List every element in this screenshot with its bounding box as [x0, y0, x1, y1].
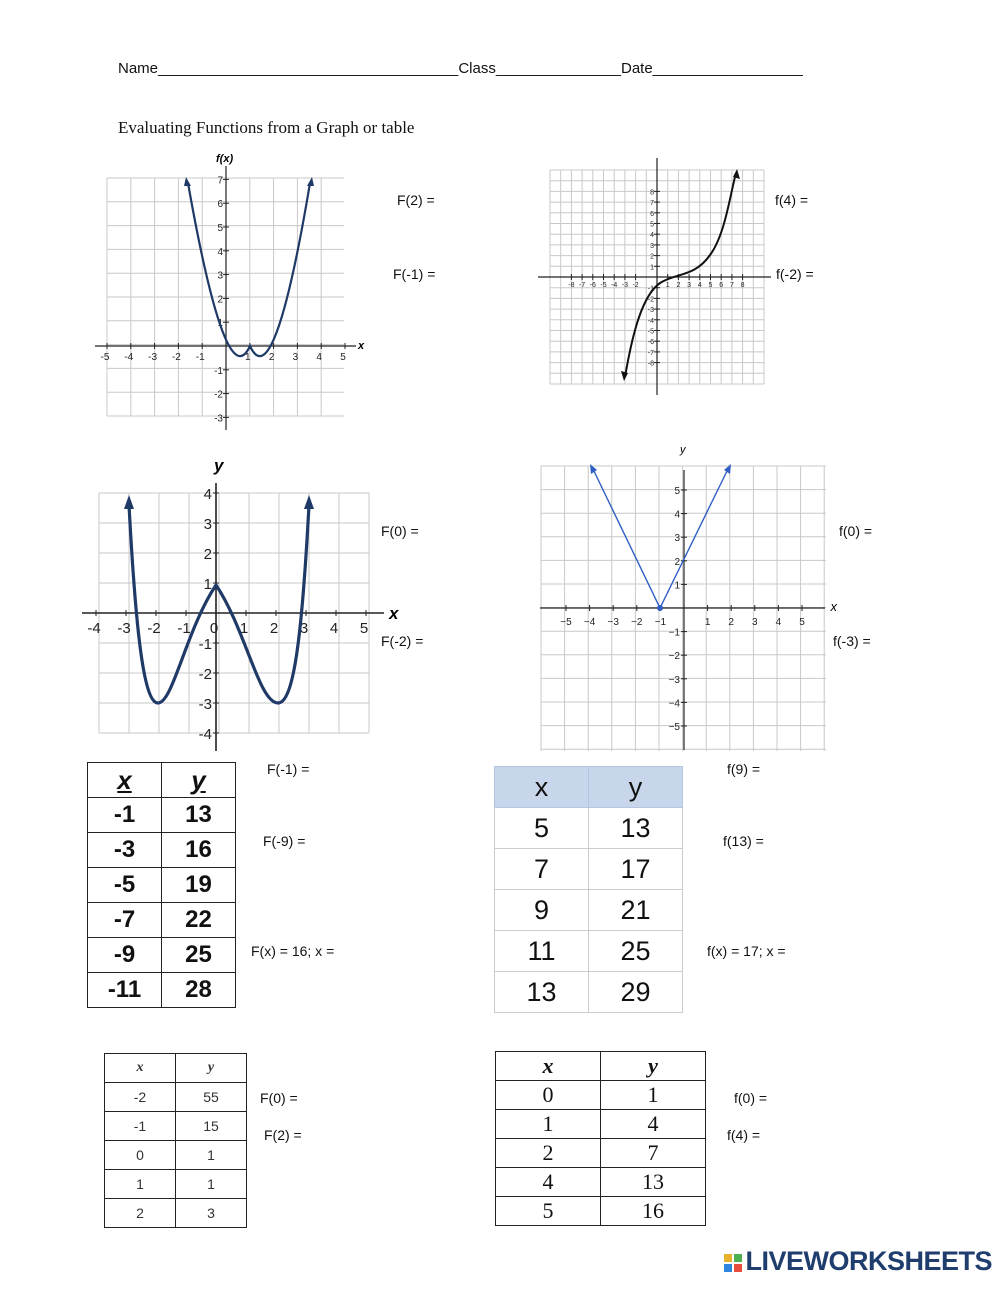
table-cell: 7 [495, 849, 589, 890]
graph2-y-tick-label: 4 [650, 232, 654, 240]
graph3-x-tick-label: 0 [209, 620, 219, 637]
graph1-y-tick-label: 7 [217, 175, 223, 187]
table-row [88, 833, 236, 868]
table-cell: 16 [601, 1197, 706, 1226]
table-cell: -3 [88, 833, 162, 868]
table-cell: -1 [105, 1112, 176, 1141]
table-cell: 13 [589, 808, 683, 849]
graph2-x-tick-label: 3 [687, 282, 692, 289]
graph2-x-tick-label: 5 [708, 282, 713, 289]
graph2-question-2[interactable]: f(-2) = [776, 266, 814, 282]
graph2-y-tick-label: 7 [650, 200, 654, 208]
table2-question-3[interactable]: f(x) = 17; x = [707, 943, 786, 959]
graph2-x-tick-label: -3 [621, 282, 629, 289]
graph4-y-tick-label: 5 [674, 486, 680, 497]
graph2-y-tick-label: -3 [647, 307, 654, 315]
graph4-x-tick-label: 3 [752, 617, 758, 628]
graph1-question-1[interactable]: F(2) = [397, 192, 435, 208]
table-row [105, 1199, 247, 1228]
graph4-vertex [657, 605, 663, 611]
table2 [494, 766, 683, 1013]
graph1-y-tick-label: 4 [217, 246, 223, 258]
graph1-y-tick-label: -2 [214, 389, 223, 401]
table-row [495, 890, 683, 931]
graph2-y-tick-label: -1 [647, 285, 654, 293]
table2-header-y: y [589, 767, 683, 808]
table-cell: 0 [105, 1141, 176, 1170]
table-cell: -9 [88, 938, 162, 973]
graph2-x-tick-label: -8 [568, 282, 575, 289]
graph1-x-tick-label: -5 [100, 352, 110, 363]
graph1-y-tick-label: 6 [217, 199, 223, 211]
table4 [495, 1051, 706, 1226]
table4-header-x: x [496, 1052, 601, 1081]
graph3-y-tick-label: 4 [203, 486, 212, 503]
graph2-arrow-bottom [621, 371, 628, 381]
graph1-parabola [90, 150, 370, 435]
graph3-x-tick-label: 5 [359, 620, 369, 637]
graph3-y-tick-label: -3 [198, 696, 212, 713]
logo-text: LIVEWORKSHEETS [745, 1246, 992, 1276]
table-row [105, 1141, 247, 1170]
table-cell: 7 [601, 1139, 706, 1168]
worksheet-title: Evaluating Functions from a Graph or table [118, 118, 415, 137]
graph2-x-tick-label: 2 [676, 282, 681, 289]
graph3-question-1[interactable]: F(0) = [381, 523, 419, 539]
graph3-y-tick-label: -1 [198, 636, 212, 653]
graph1-x-tick-label: 3 [292, 352, 299, 363]
table-cell: 29 [589, 972, 683, 1013]
table-cell: 55 [176, 1083, 247, 1112]
graph2-x-tick-label: -5 [600, 282, 607, 289]
graph2-x-tick-label: -4 [611, 282, 618, 289]
graph2-y-tick-label: 8 [650, 189, 654, 197]
graph2-x-tick-label: -2 [632, 282, 639, 289]
graph3-arrow-left [124, 495, 134, 509]
graph2-x-tick-label: -7 [578, 282, 586, 289]
graph3-y-label: y [214, 456, 224, 475]
table-cell: 17 [589, 849, 683, 890]
table1 [87, 762, 236, 1008]
table-cell: 19 [162, 868, 236, 903]
graph3-x-tick-label: 2 [269, 620, 279, 637]
graph2-y-tick-label: 2 [650, 253, 654, 261]
table2-question-1[interactable]: f(9) = [727, 761, 761, 777]
table4-question-1[interactable]: f(0) = [734, 1090, 768, 1106]
graph3-x-tick-label: -4 [87, 620, 101, 637]
graph4-y-tick-label: −4 [668, 698, 680, 710]
table-cell: 13 [601, 1168, 706, 1197]
table-row [88, 973, 236, 1008]
graph4-y-tick-label: 4 [674, 509, 680, 521]
graph1-x-tick-label: 4 [316, 352, 322, 363]
graph2-y-tick-label: -5 [647, 328, 654, 336]
table-cell: 25 [589, 931, 683, 972]
table-cell: 4 [496, 1168, 601, 1197]
graph2-x-tick-label: 1 [665, 282, 670, 289]
table1-question-1[interactable]: F(-1) = [267, 761, 310, 777]
table3-question-2[interactable]: F(2) = [264, 1127, 302, 1143]
name-field[interactable]: Name____________________________________ [118, 60, 459, 77]
table-row [495, 972, 683, 1013]
table-cell: 1 [105, 1170, 176, 1199]
graph4-x-tick-label: 5 [799, 617, 805, 628]
class-field[interactable]: Class_______________ [458, 60, 621, 77]
graph1-y-label: f(x) [216, 153, 234, 165]
table-cell: 2 [496, 1139, 601, 1168]
graph2-x-tick-label: 7 [729, 282, 734, 289]
graph3-y-tick-label: -2 [198, 666, 212, 683]
graph2-cubic [535, 155, 775, 400]
table-cell: -7 [88, 903, 162, 938]
graph1-x-tick-label: -4 [124, 352, 134, 363]
graph3-arrow-right [304, 495, 314, 509]
graph4-y-tick-label: 1 [674, 580, 680, 592]
table-cell: 5 [495, 808, 589, 849]
table-cell: -2 [105, 1083, 176, 1112]
graph3-x-tick-label: 3 [299, 620, 309, 637]
table-cell: -5 [88, 868, 162, 903]
graph4-x-tick-label: −3 [607, 617, 619, 628]
table-cell: 25 [162, 938, 236, 973]
table-cell: 1 [176, 1170, 247, 1199]
table-row [496, 1197, 706, 1226]
graph4-y-tick-label: −2 [668, 651, 680, 663]
graph2-x-tick-label: 4 [697, 282, 702, 289]
graph4-x-tick-label: −1 [654, 617, 667, 628]
graph3-quartic [78, 455, 398, 755]
graph4-y-tick-label: −3 [668, 674, 680, 686]
table-cell: 21 [589, 890, 683, 931]
table-cell: -1 [88, 798, 162, 833]
graph4-x-label: x [830, 599, 837, 614]
date-field[interactable]: Date__________________ [621, 60, 803, 77]
table3 [104, 1053, 247, 1228]
table-cell: 13 [162, 798, 236, 833]
graph4-line [592, 467, 729, 608]
table-cell: 0 [496, 1081, 601, 1110]
graph1-y-tick-label: 5 [217, 223, 223, 234]
graph1-x-tick-label: -2 [171, 352, 181, 363]
table-row [88, 903, 236, 938]
table-cell: 28 [162, 973, 236, 1008]
graph1-x-tick-label: -1 [195, 352, 205, 363]
table-row [496, 1081, 706, 1110]
table-row [105, 1170, 247, 1199]
graph3-x-tick-label: 1 [239, 620, 249, 637]
graph4-x-tick-label: −5 [560, 617, 572, 628]
graph1-curve [188, 183, 310, 356]
table-cell: 13 [495, 972, 589, 1013]
table4-question-2[interactable]: f(4) = [727, 1127, 761, 1143]
table3-header-y: y [176, 1054, 247, 1083]
header [118, 60, 803, 77]
graph4-x-tick-label: −2 [631, 617, 643, 628]
graph2-x-tick-label: 6 [719, 282, 724, 289]
table-row [495, 849, 683, 890]
graph4-question-1[interactable]: f(0) = [839, 523, 873, 539]
table-cell: -11 [88, 973, 162, 1008]
graph3-x-tick-label: -1 [177, 620, 191, 637]
table-cell: 2 [105, 1199, 176, 1228]
graph2-y-tick-label: 6 [650, 210, 654, 218]
table1-header-y: y [162, 763, 236, 798]
graph1-x-tick-label: 5 [340, 352, 346, 363]
graph1-x-label: x [358, 340, 365, 352]
graph2-question-1[interactable]: f(4) = [775, 192, 809, 208]
graph2-y-tick-label: -8 [647, 360, 654, 368]
graph2-x-tick-label: -6 [589, 282, 596, 289]
graph4-y-tick-label: −1 [668, 627, 680, 639]
graph1-y-tick-label: 2 [217, 294, 223, 306]
graph3-y-tick-label: -4 [198, 726, 212, 743]
graph3-y-tick-label: 3 [203, 516, 212, 533]
graph4-y-tick-label: −5 [668, 722, 680, 733]
table1-question-2[interactable]: F(-9) = [263, 833, 306, 849]
graph4-question-2[interactable]: f(-3) = [833, 633, 871, 649]
graph4-absolute-value [535, 440, 835, 755]
graph3-x-label: x [389, 604, 399, 623]
table1-header-x: x [88, 763, 162, 798]
graph4-x-tick-label: 2 [728, 617, 734, 628]
graph1-y-tick-label: -1 [214, 365, 223, 377]
graph1-x-tick-label: 2 [268, 352, 275, 363]
graph4-y-label: y [680, 444, 686, 456]
graph3-question-2[interactable]: F(-2) = [381, 633, 424, 649]
graph3-x-tick-label: 4 [329, 620, 339, 637]
table-row [496, 1168, 706, 1197]
graph2-y-tick-label: 3 [650, 242, 654, 250]
liveworksheets-logo [723, 1246, 992, 1277]
graph1-y-tick-label: -3 [214, 413, 223, 425]
graph4-x-tick-label: −4 [583, 617, 596, 628]
table-cell: 9 [495, 890, 589, 931]
graph2-y-tick-label: -7 [647, 349, 654, 357]
graph1-question-2[interactable]: F(-1) = [393, 266, 436, 282]
graph4-x-tick-label: 1 [704, 617, 711, 628]
logo-squares-icon [723, 1253, 745, 1273]
table3-question-1[interactable]: F(0) = [260, 1090, 298, 1106]
table-cell: 1 [176, 1141, 247, 1170]
table-cell: 4 [601, 1110, 706, 1139]
graph2-y-tick-label: -6 [647, 339, 654, 347]
graph1-y-tick-label: 3 [217, 270, 223, 282]
graph2-y-tick-label: 1 [650, 264, 654, 272]
table-row [495, 808, 683, 849]
graph1-x-tick-label: -3 [148, 352, 158, 363]
table-row [496, 1110, 706, 1139]
graph4-x-tick-label: 4 [775, 617, 782, 628]
graph2-y-tick-label: 5 [650, 221, 654, 229]
table-row [495, 931, 683, 972]
graph2-curve [625, 173, 736, 377]
table-cell: 22 [162, 903, 236, 938]
table-row [88, 938, 236, 973]
table-cell: 11 [495, 931, 589, 972]
table-cell: 1 [496, 1110, 601, 1139]
graph2-y-tick-label: -4 [647, 317, 654, 325]
table-cell: 3 [176, 1199, 247, 1228]
table-cell: 16 [162, 833, 236, 868]
graph2-y-tick-label: -2 [647, 296, 654, 304]
table2-question-2[interactable]: f(13) = [723, 833, 764, 849]
graph3-x-tick-label: -2 [147, 620, 161, 637]
table2-header-x: x [495, 767, 589, 808]
table-cell: 1 [601, 1081, 706, 1110]
table-row [88, 868, 236, 903]
table-cell: 15 [176, 1112, 247, 1141]
table-row [105, 1083, 247, 1112]
table-row [496, 1139, 706, 1168]
table-cell: 5 [496, 1197, 601, 1226]
graph1-x-tick-label: 1 [245, 352, 251, 363]
graph4-y-tick-label: 2 [674, 556, 680, 568]
graph1-y-tick-label: 1 [217, 318, 223, 330]
graph3-y-tick-label: 1 [203, 576, 212, 593]
table-row [88, 798, 236, 833]
graph4-y-tick-label: 3 [674, 533, 680, 545]
graph3-y-tick-label: 2 [203, 546, 212, 563]
table4-header-y: y [601, 1052, 706, 1081]
table3-header-x: x [105, 1054, 176, 1083]
graph2-x-tick-label: 8 [740, 282, 745, 289]
table1-question-3[interactable]: F(x) = 16; x = [251, 943, 335, 959]
table-row [105, 1112, 247, 1141]
graph3-x-tick-label: -3 [117, 620, 131, 637]
